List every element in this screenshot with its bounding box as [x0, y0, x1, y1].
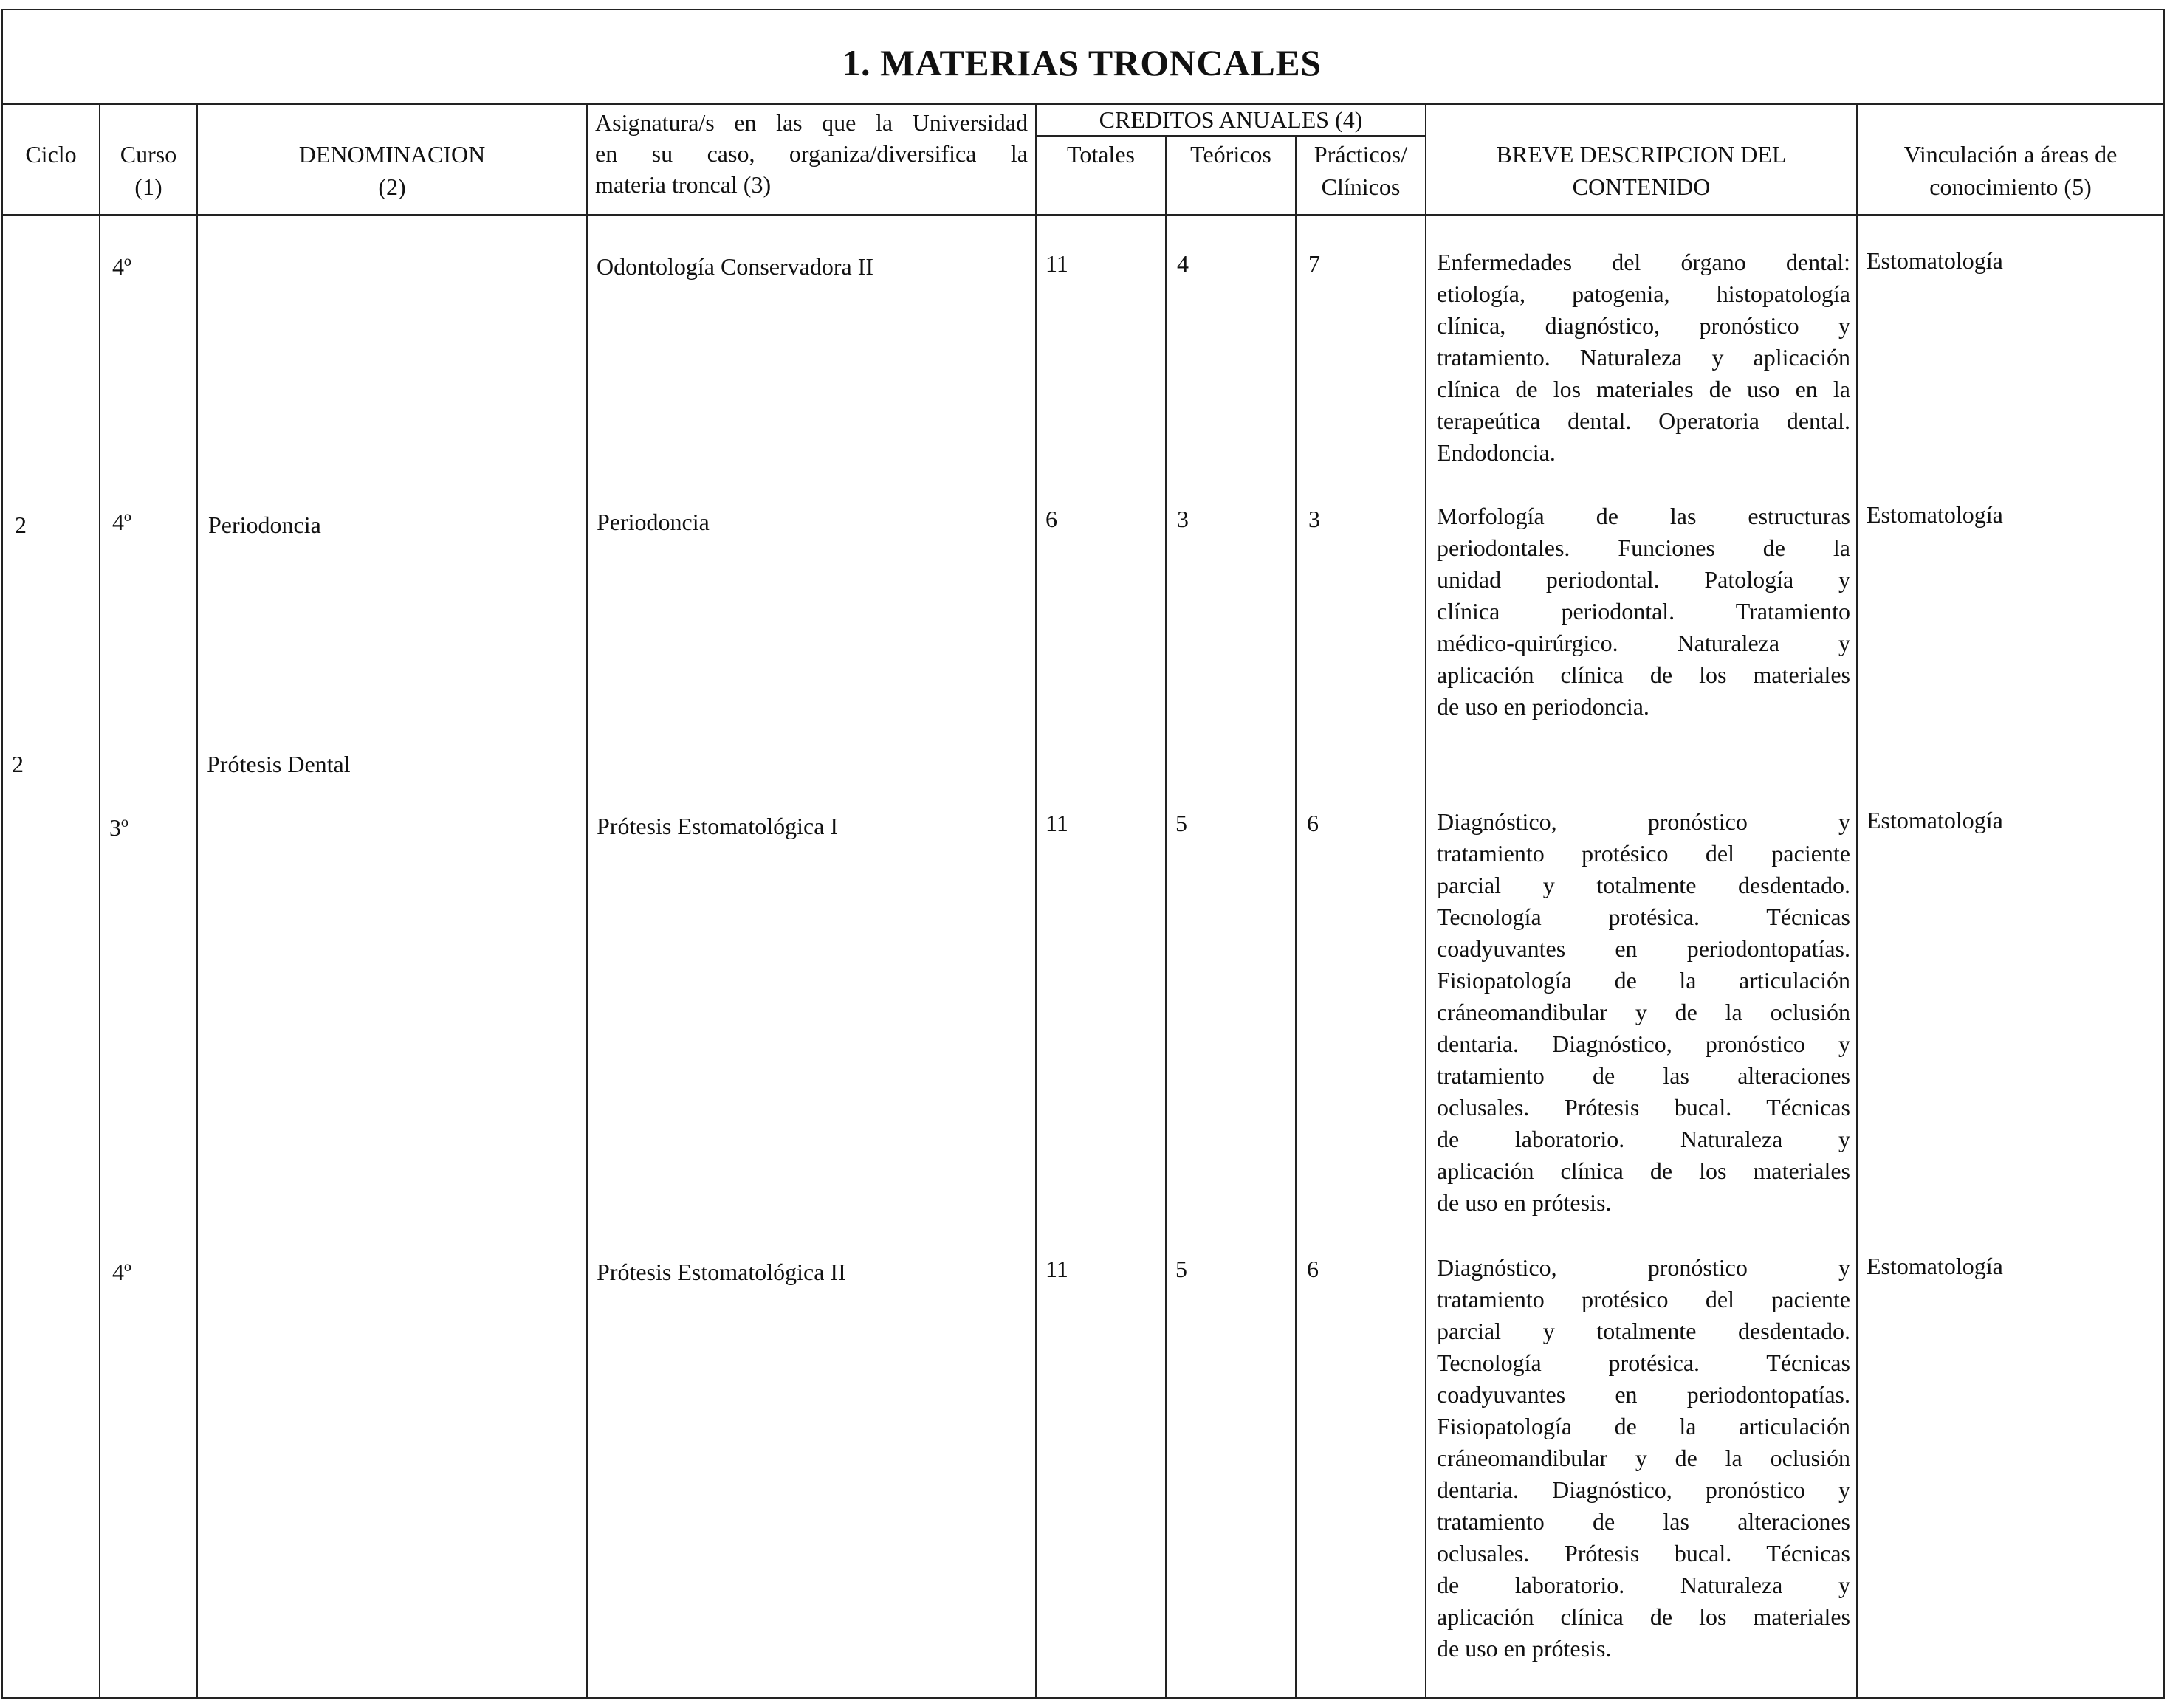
cell-vinculacion: Estomatología	[1867, 501, 2003, 528]
cell-denominacion: Prótesis Dental	[207, 751, 351, 777]
header-descripcion-note: CONTENIDO	[1572, 173, 1711, 200]
desc-line: terapeútica dental. Operatoria dental.	[1437, 407, 1850, 434]
cell-asignatura: Periodoncia	[597, 509, 710, 535]
desc-line: de uso en prótesis.	[1437, 1189, 1612, 1216]
cell-descripcion	[1437, 1252, 1850, 1665]
desc-line: tratamiento de las alteraciones	[1437, 1062, 1850, 1089]
cell-ciclo: 2	[12, 751, 24, 777]
col-divider-totales	[1165, 135, 1167, 1699]
page-title: 1. MATERIAS TRONCALES	[842, 42, 1322, 83]
cell-denominacion: Periodoncia	[208, 512, 321, 538]
cell-descripcion	[1437, 806, 1850, 1219]
col-divider-curso	[196, 103, 198, 1699]
desc-line: de laboratorio. Naturaleza y	[1437, 1126, 1850, 1152]
cell-teoricos: 4	[1177, 250, 1189, 277]
desc-line: Tecnología protésica. Técnicas	[1437, 1349, 1850, 1376]
header-denominacion-note: (2)	[378, 173, 406, 200]
cell-curso: 4º	[112, 1259, 131, 1285]
header-practicos: Prácticos/	[1314, 141, 1408, 168]
header-asignatura-line-3: materia troncal (3)	[595, 171, 772, 198]
desc-line: cráneomandibular y de la oclusión	[1437, 999, 1850, 1025]
desc-line: tratamiento de las alteraciones	[1437, 1508, 1850, 1535]
desc-line: parcial y totalmente desdentado.	[1437, 872, 1850, 898]
header-curso-note: (1)	[134, 173, 162, 200]
header-teoricos: Teóricos	[1190, 141, 1271, 168]
cell-asignatura: Odontología Conservadora II	[597, 253, 874, 280]
header-denominacion: DENOMINACION	[298, 141, 486, 168]
cell-totales: 6	[1045, 506, 1057, 532]
col-divider-teoricos	[1295, 135, 1297, 1699]
header-descripcion: BREVE DESCRIPCION DEL	[1496, 141, 1787, 168]
desc-line: aplicación clínica de los materiales	[1437, 1603, 1850, 1630]
desc-line: Endodoncia.	[1437, 439, 1556, 466]
creditos-divider	[1035, 135, 1425, 137]
cell-vinculacion: Estomatología	[1867, 1253, 2003, 1279]
cell-teoricos: 5	[1175, 1256, 1187, 1282]
desc-line: médico-quirúrgico. Naturaleza y	[1437, 630, 1850, 656]
desc-line: coadyuvantes en periodontopatías.	[1437, 1381, 1850, 1408]
col-divider-practicos	[1425, 103, 1426, 1699]
cell-curso: 3º	[109, 814, 128, 841]
header-asignatura	[595, 107, 1028, 200]
cell-descripcion	[1437, 500, 1850, 723]
desc-line: de uso en periodoncia.	[1437, 693, 1649, 720]
cell-totales: 11	[1045, 810, 1068, 836]
desc-line: Morfología de las estructuras	[1437, 503, 1850, 529]
desc-line: dentaria. Diagnóstico, pronóstico y	[1437, 1476, 1850, 1503]
header-asignatura-line-2: en su caso, organiza/diversifica la	[595, 140, 1028, 167]
cell-teoricos: 3	[1177, 506, 1189, 532]
desc-line: oclusales. Prótesis bucal. Técnicas	[1437, 1540, 1850, 1566]
cell-practicos: 7	[1308, 250, 1320, 277]
col-divider-asignatura	[1035, 103, 1037, 1699]
desc-line: clínica periodontal. Tratamiento	[1437, 598, 1850, 625]
desc-line: tratamiento protésico del paciente	[1437, 1286, 1850, 1312]
header-ciclo: Ciclo	[25, 141, 77, 168]
desc-line: clínica de los materiales de uso en la	[1437, 376, 1850, 402]
cell-vinculacion: Estomatología	[1867, 807, 2003, 833]
desc-line: clínica, diagnóstico, pronóstico y	[1437, 312, 1850, 339]
cell-ciclo: 2	[15, 512, 27, 538]
header-clinicos: Clínicos	[1321, 173, 1401, 200]
desc-line: tratamiento. Naturaleza y aplicación	[1437, 344, 1850, 371]
cell-curso: 4º	[112, 509, 131, 535]
cell-practicos: 3	[1308, 506, 1320, 532]
cell-totales: 11	[1045, 250, 1068, 277]
desc-line: aplicación clínica de los materiales	[1437, 661, 1850, 688]
desc-line: cráneomandibular y de la oclusión	[1437, 1445, 1850, 1471]
desc-line: Tecnología protésica. Técnicas	[1437, 904, 1850, 930]
desc-line: Fisiopatología de la articulación	[1437, 1413, 1850, 1439]
desc-line: dentaria. Diagnóstico, pronóstico y	[1437, 1031, 1850, 1057]
cell-practicos: 6	[1307, 810, 1319, 836]
desc-line: etiología, patogenia, histopatología	[1437, 281, 1850, 307]
header-divider	[1, 214, 2163, 216]
cell-practicos: 6	[1307, 1256, 1319, 1282]
desc-line: Diagnóstico, pronóstico y	[1437, 1254, 1850, 1281]
cell-totales: 11	[1045, 1256, 1068, 1282]
desc-line: Enfermedades del órgano dental:	[1437, 249, 1850, 275]
cell-curso: 4º	[112, 253, 131, 280]
cell-asignatura: Prótesis Estomatológica II	[597, 1259, 846, 1285]
col-divider-ciclo	[99, 103, 100, 1699]
desc-line: Fisiopatología de la articulación	[1437, 967, 1850, 994]
desc-line: parcial y totalmente desdentado.	[1437, 1318, 1850, 1344]
desc-line: tratamiento protésico del paciente	[1437, 840, 1850, 867]
desc-line: Diagnóstico, pronóstico y	[1437, 808, 1850, 835]
col-divider-denominacion	[586, 103, 588, 1699]
header-vinculacion-note: conocimiento (5)	[1929, 173, 2092, 200]
header-curso: Curso	[120, 141, 177, 168]
col-divider-descripcion	[1856, 103, 1858, 1699]
header-totales: Totales	[1067, 141, 1135, 168]
cell-vinculacion: Estomatología	[1867, 247, 2003, 274]
desc-line: aplicación clínica de los materiales	[1437, 1157, 1850, 1184]
header-vinculacion: Vinculación a áreas de	[1903, 141, 2118, 168]
cell-teoricos: 5	[1175, 810, 1187, 836]
desc-line: periodontales. Funciones de la	[1437, 534, 1850, 561]
desc-line: de uso en prótesis.	[1437, 1635, 1612, 1662]
desc-line: de laboratorio. Naturaleza y	[1437, 1572, 1850, 1598]
cell-descripcion	[1437, 247, 1850, 469]
header-asignatura-line-1: Asignatura/s en las que la Universidad	[595, 109, 1028, 136]
header-creditos: CREDITOS ANUALES (4)	[1099, 106, 1363, 133]
cell-asignatura: Prótesis Estomatológica I	[597, 813, 839, 839]
desc-line: coadyuvantes en periodontopatías.	[1437, 935, 1850, 962]
desc-line: oclusales. Prótesis bucal. Técnicas	[1437, 1094, 1850, 1121]
desc-line: unidad periodontal. Patología y	[1437, 566, 1850, 593]
